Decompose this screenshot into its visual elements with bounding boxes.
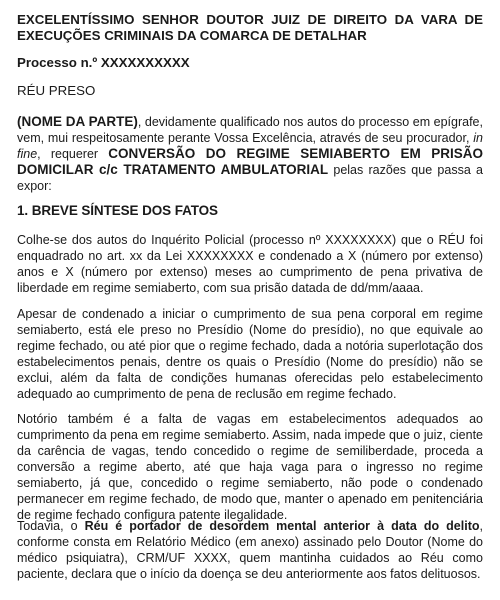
process-number: Processo n.º XXXXXXXXXX	[17, 55, 190, 70]
intro-paragraph	[17, 114, 483, 194]
document-heading: EXCELENTÍSSIMO SENHOR DOUTOR JUIZ DE DIREITO DA VARA DE EXECUÇÕES CRIMINAIS DA COMARCA DE DETALHAR	[17, 12, 483, 43]
paragraph-facts-1: Colhe-se dos autos do Inquérito Policial (processo nº XXXXXXXX) que o RÉU foi enquadrado no art. xx da Lei XXXXXXXX e condenado a X (número por extenso) anos e X (número por extenso) meses ao cumprimento de pena privativa de liberdade em regime semiaberto, com sua prisão datada de dd/mm/aaaa.	[17, 233, 483, 295]
intro-text-1: , devidamente qualificado nos autos do processo em epígrafe, vem, mui respeitosamente perante Vossa Excelência, através de seu procurador,	[17, 115, 483, 145]
p4-start: Todavia, o	[17, 519, 85, 533]
paragraph-facts-2: Apesar de condenado a iniciar o cumprimento de sua pena corporal em regime semiaberto, está ele preso no Presídio (Nome do presídio), no que equivale ao regime fechado, ou até pior que o regime fechado, dada a notória superlotação dos estabelecimentos penais, dentre os quais o Presídio (Nome do presídio) não se exclui, além da falta de condições humanas oferecidas pelo estabelecimento adequado ao cumprimento de pena de reclusão em regime fechado.	[17, 307, 483, 401]
p4-bold: Réu é portador de desordem mental anterior à data do delito	[84, 519, 480, 533]
paragraph-facts-4	[17, 518, 483, 582]
request-title: CONVERSÃO DO REGIME SEMIABERTO EM PRISÃO DOMICILAR c/c TRATAMENTO AMBULATORIAL	[17, 146, 483, 177]
intro-text-2: , requerer	[37, 147, 109, 161]
p4-rest: , conforme consta em Relatório Médico (em anexo) assinado pelo Doutor (Nome do médico psiquiatra), CRM/UF XXXX, quem mantinha cuidados ao Réu como paciente, declara que o início da doença se deu anteriormente aos fatos delituosos.	[17, 519, 483, 581]
in-fine-text: in fine	[17, 131, 483, 161]
intro-text-3: pelas razões que passa a expor:	[17, 163, 483, 193]
paragraph-facts-3: Notório também é a falta de vagas em estabelecimentos adequados ao cumprimento da pena em regime semiaberto. Assim, nada impede que o juiz, ciente da carência de vagas, tendo concedido o regime de semiliberdade, proceda a conversão a regime aberto, até que haja vaga para o ingresso no regime semiaberto, já que, concedido o regime semiaberto, não pode o condenado permanecer em regime fechado, de modo que, manter o apenado em penitenciária de regime fechado configura patente ilegalidade.	[17, 412, 483, 522]
defendant-status: RÉU PRESO	[17, 83, 96, 98]
section-title: 1. BREVE SÍNTESE DOS FATOS	[17, 203, 218, 218]
party-name: (NOME DA PARTE)	[17, 114, 138, 129]
